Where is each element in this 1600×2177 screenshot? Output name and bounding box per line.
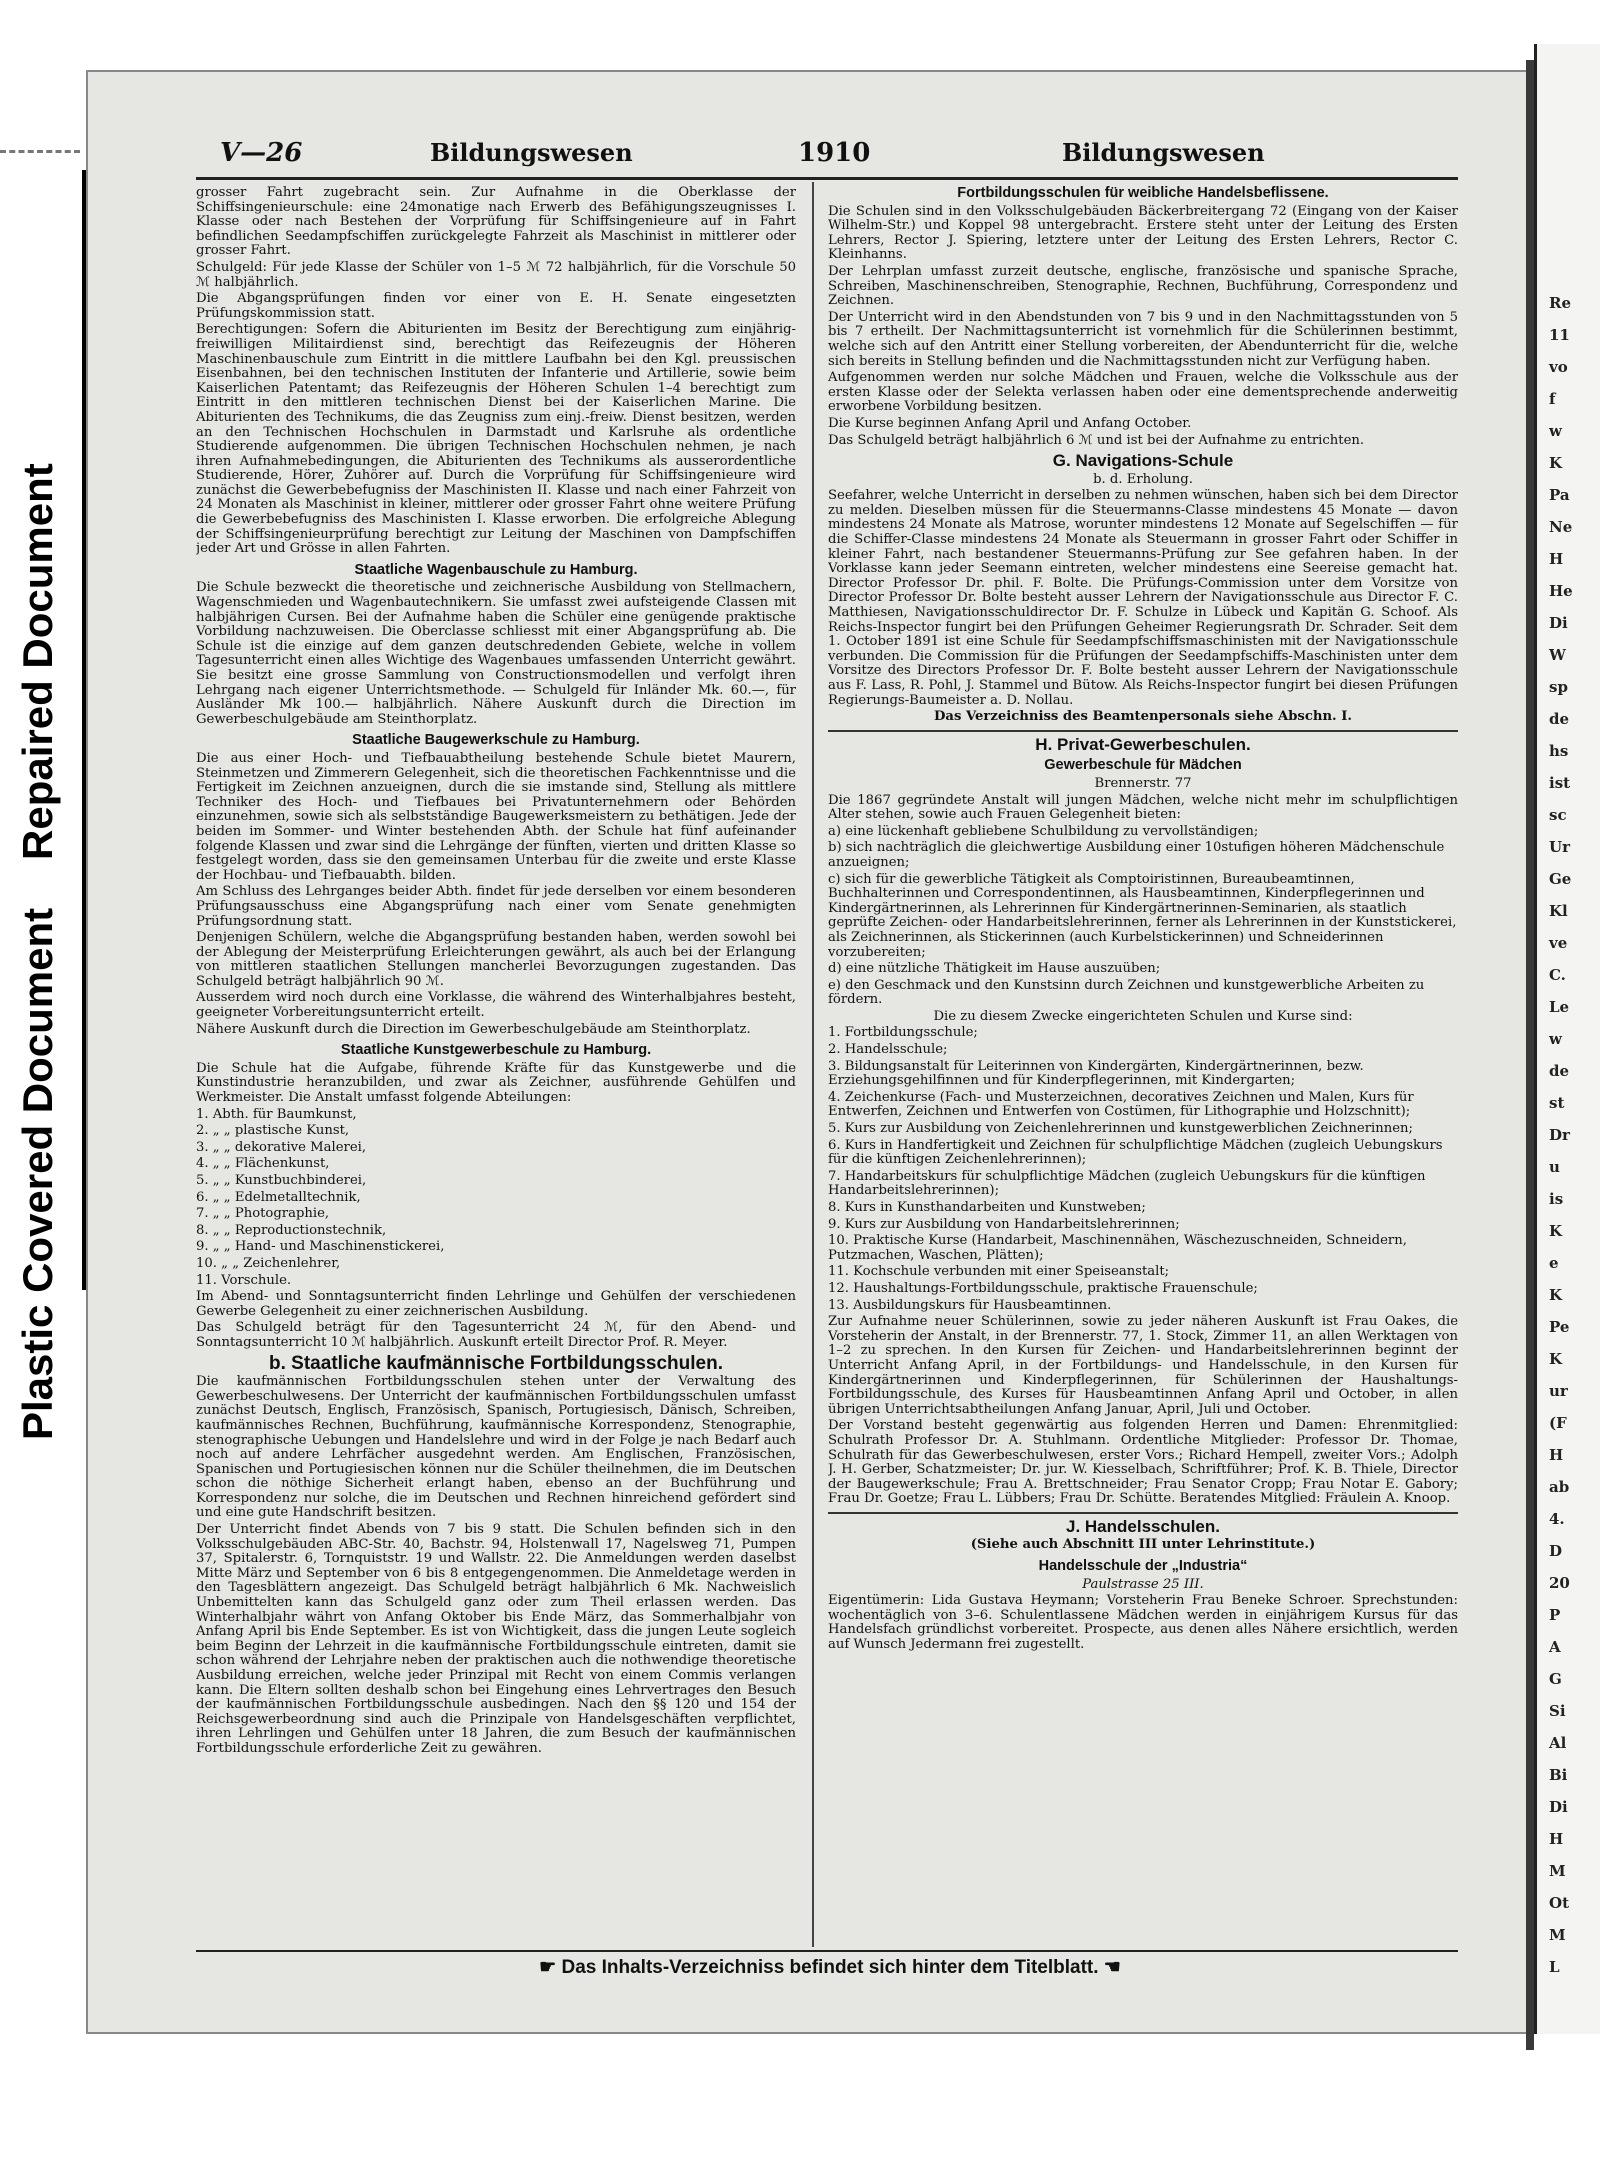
page-header (220, 138, 1480, 172)
adjacent-page-fragment: Dr (1549, 1126, 1570, 1144)
adjacent-page-fragment: Bi (1549, 1766, 1568, 1784)
adjacent-page-fragment: st (1549, 1094, 1565, 1112)
adjacent-page-fragment: M (1549, 1862, 1566, 1880)
adjacent-page-fragment: ab (1549, 1478, 1570, 1496)
adjacent-page-fragment: de (1549, 710, 1570, 728)
adjacent-page-fragment: Al (1549, 1734, 1567, 1752)
adjacent-page-fragment: A (1549, 1638, 1561, 1656)
footer-text: Das Inhalts-Verzeichniss befindet sich hinter dem Titelblatt. (561, 1957, 1099, 1978)
adjacent-page-fragment: K (1549, 1222, 1563, 1240)
adjacent-page-strip (1534, 44, 1600, 2034)
adjacent-page-fragment: ist (1549, 774, 1571, 792)
list-item: 11. Kochschule verbunden mit einer Speiseanstalt; (828, 1264, 1170, 1280)
paragraph: Das Schulgeld beträgt halbjährlich 6 ℳ und ist bei der Aufnahme zu entrichten. (828, 432, 1365, 448)
list-item: 5. Kurs zur Ausbildung von Zeichenlehrerinnen und kunstgewerblichen Zeichnerinnen; (828, 1121, 1413, 1137)
column-divider (812, 182, 814, 1947)
header-left-title: Bildungswesen (430, 138, 633, 167)
subsection-heading: Gewerbeschule für Mädchen (1044, 757, 1242, 774)
adjacent-page-fragment: 11 (1549, 326, 1570, 344)
courses-list (828, 1026, 1458, 1313)
side-label-strip (0, 170, 86, 1440)
pointing-hand-icon: ☛ (539, 1957, 562, 1978)
adjacent-page-fragment: W (1549, 646, 1566, 664)
section-heading: J. Handelsschulen. (1066, 1516, 1220, 1536)
list-item: c) sich für die gewerbliche Tätigkeit als Comptoiristinnen, Bureaubeamtinnen, Buchhalterinnen und Correspondentinnen, als Hausbeamtinnen, Kinderpflegerinnen und Kindergärtnerinnen, als Lehrerinnen für Kindergärtnerinnen-Seminarien, als staatlich geprüfte Zeichen- oder Handarbeitslehrerinnen, ferner als Lehrerinnen in der Kunststickerei, als Zeichnerinnen, als Stickerinnen (auch Kurbelstickerinnen) und Schneiderinnen vorzubereiten; (828, 871, 1457, 960)
header-right-title: Bildungswesen (1062, 138, 1265, 167)
adjacent-page-fragment: H (1549, 1446, 1564, 1464)
adjacent-page-fragment: K (1549, 1286, 1563, 1304)
list-item: 2. „ „ plastische Kunst, (196, 1123, 350, 1139)
list-item: 1. Abth. für Baumkunst, (196, 1106, 357, 1122)
right-column (828, 186, 1458, 1946)
reference-note: Das Verzeichniss des Beamtenpersonals siehe Abschn. I. (934, 709, 1352, 725)
adjacent-page-fragment: w (1549, 1030, 1562, 1048)
paragraph: Der Vorstand besteht gegenwärtig aus folgenden Herren und Damen: Ehrenmitglied: Schulrath Professor Dr. A. Stuhlmann. Ordentliche Mitglieder: Professor Dr. Thomae, Schulrath für das Gewerbeschulwesen, erster Vors.; Richard Hempell, zweiter Vors.; Adolph J. H. Gerber, Schatzmeister; Dr. jur. W. Kiesselbach, Schriftführer; Prof. K. B. Thiele, Director der Baugewerkschule; Frau A. Brettschneider; Frau Senator Cropp; Frau Notar E. Gabory; Frau Dr. Goetze; Frau L. Lübbers; Frau Dr. Schütte. Beratendes Mitglied: Fräulein A. Knoop. (828, 1418, 1458, 1507)
adjacent-page-fragment: w (1549, 422, 1562, 440)
section-heading: G. Navigations-Schule (1052, 451, 1234, 471)
reference-note: (Siehe auch Abschnitt III unter Lehrinstitute.) (970, 1537, 1316, 1553)
list-item: 6. Kurs in Handfertigkeit und Zeichnen für schulpflichtige Mädchen (zugleich Uebungskurs für die künftigen Zeichenlehrerinnen); (828, 1137, 1443, 1168)
pointing-hand-icon: ☚ (1098, 1957, 1121, 1978)
plastic-covered-document-label: Plastic Covered Document (14, 907, 61, 1440)
list-item: 10. „ „ Zeichenlehrer, (196, 1255, 341, 1271)
department-list (196, 1108, 796, 1289)
paragraph: Die Schule hat die Aufgabe, führende Kräfte für das Kunstgewerbe und die Kunstindustrie heranzubilden, und zwar als Zeichner, ausführende Gehülfen und Werkmeister. Die Anstalt umfasst folgende Abteilungen: (196, 1060, 796, 1106)
list-item: 1. Fortbildungsschule; (828, 1025, 978, 1041)
list-item: 12. Haushaltungs-Fortbildungsschule, praktische Frauenschule; (828, 1280, 1258, 1296)
adjacent-page-fragment: Si (1549, 1702, 1566, 1720)
list-item: e) den Geschmack und den Kunstsinn durch Zeichnen und kunstgewerbliche Arbeiten zu fördern. (828, 977, 1425, 1008)
adjacent-page-fragment: sc (1549, 806, 1567, 824)
footer-note (380, 1956, 1280, 1979)
paragraph: Die Schulen sind in den Volksschulgebäuden Bäckerbreitergang 72 (Eingang von der Kaiser Wilhelm-Str.) und Koppel 98 untergebracht. Erstere steht unter der Leitung des Ersten Lehrers, Rector J. Spiering, letztere unter der Leitung des Ersten Lehrers, Rector C. Kleinhanns. (828, 203, 1458, 263)
paragraph: Das Schulgeld beträgt für den Tagesunterricht 24 ℳ, für den Abend- und Sonntagsunterricht 10 ℳ halbjährlich. Auskunft erteilt Director Prof. R. Meyer. (196, 1320, 796, 1350)
paragraph: Die aus einer Hoch- und Tiefbauabtheilung bestehende Schule bietet Maurern, Steinmetzen und Zimmerern Gelegenheit, sich die theoretischen Fachkenntnisse und die Fertigkeit im Zeichnen anzueignen, durch die sie imstande sind, Stellung als mittlere Techniker des Hoch- und Tiefbaues bei Privatunternehmern oder Behörden einzunehmen, sowie sich als selbstständige Baugewerksmeistern zu bethätigen. Jede der beiden im Sommer- und Winter bestehenden Abth. der Schule hat fünf aufeinander folgende Klassen und zwar sind die Lehrgänge der fünften, vierten und dritten Klasse so festgelegt worden, dass sie den gemeinsamen Unterbau für die zweite und erste Klasse der Hochbau- und Tiefbauabth. bilden. (196, 750, 796, 883)
adjacent-page-fragment: Di (1549, 614, 1568, 632)
address: Brennerstr. 77 (1094, 775, 1192, 791)
list-item: 3. „ „ dekorative Malerei, (196, 1139, 367, 1155)
adjacent-page-fragment: 20 (1549, 1574, 1570, 1592)
adjacent-page-fragment: L (1549, 1958, 1560, 1976)
paragraph: Berechtigungen: Sofern die Abiturienten im Besitz der Berechtigung zum einjährig-freiwilligen Militairdienst sind, berechtigt das Reifezeugnis der Höheren Maschinenbauschule zum Eintritt in die mittlere Laufbahn bei den Kgl. preussischen Eisenbahnen, bei den technischen Instituten der Infanterie und Artillerie, sowie beim Kaiserlichen Patentamt; das Reifezeugnis der Höheren Schulen 1–4 berechtigt zum Eintritt in den mittleren technischen Dienst bei der Kaiserlichen Marine. Die Abiturienten des Technikums, die das Zeugniss zum einj.-freiw. Dienst besitzen, werden an den Technischen Hochschulen in Darmstadt und Karlsruhe als ordentliche Studierende aufgenommen. Die übrigen Technischen Hochschulen nehmen, je nach ihren Aufnahmebedingungen, die Abiturienten des Technikums als ausserordentliche Studierende, Hörer, Zuhörer auf. Durch die Vorprüfung für Schiffsingenieure wird zunächst die Gewerbebefugniss der Maschinisten II. Klasse und nach einer Fahrzeit von 24 Monaten als Maschinist in kleiner, mittlerer oder grosser Fahrt ohne weitere Prüfung die Gewerbebefugniss des Maschinisten I. Klasse erworben. Die erfolgreiche Ablegung der Schiffsingenieurprüfung berechtigt zur Leitung der Maschinen von Dampfschiffen jeder Art und Grösse in allen Fahrten. (196, 322, 796, 557)
list-item: b) sich nachträglich die gleichwertige Ausbildung einer 10stufigen höheren Mädchenschule anzueignen; (828, 840, 1445, 870)
adjacent-page-fragment: ur (1549, 1382, 1568, 1400)
list-item: 4. „ „ Flächenkunst, (196, 1156, 330, 1172)
adjacent-page-fragment: K (1549, 1350, 1563, 1368)
adjacent-page-fragment: f (1549, 390, 1556, 408)
adjacent-page-fragment: 4. (1549, 1510, 1565, 1528)
adjacent-page-fragment: u (1549, 1158, 1560, 1176)
cut-line (0, 150, 80, 153)
adjacent-page-fragment: M (1549, 1926, 1566, 1944)
adjacent-page-fragment: vo (1549, 358, 1568, 376)
section-heading: Fortbildungsschulen für weibliche Handelsbeflissene. (957, 186, 1329, 201)
paragraph: Eigentümerin: Lida Gustava Heymann; Vorsteherin Frau Beneke Schroer. Sprechstunden: wochentäglich von 3–6. Schulentlassene Mädchen werden in einjährigem Kursus für das Handelsfach gründlichst vorbereitet. Prospecte, aus denen alles Nähere ersichtlich, werden auf Wunsch Jedermann frei zugestellt. (828, 1593, 1458, 1653)
list-item: a) eine lückenhaft gebliebene Schulbildung zu vervollständigen; (828, 823, 1259, 839)
paragraph: Am Schluss des Lehrganges beider Abth. findet für jede derselben vor einem besonderen Prüfungsausschuss eine Abgangsprüfung nach einer vom Senate genehmigten Prüfungsordnung statt. (196, 884, 796, 929)
list-item: 10. Praktische Kurse (Handarbeit, Maschinennähen, Wäschezuschneiden, Schneidern, Putzmachen, Waschen, Plätten); (828, 1233, 1407, 1263)
adjacent-page-fragment: Re (1549, 294, 1572, 312)
adjacent-page-fragment: D (1549, 1542, 1563, 1560)
section-rule (828, 730, 1458, 732)
list-item: 11. Vorschule. (196, 1272, 292, 1288)
list-item: 2. Handelsschule; (828, 1042, 948, 1058)
adjacent-page-fragment: (F (1549, 1414, 1567, 1432)
adjacent-page-fragment: e (1549, 1254, 1559, 1272)
section-heading: H. Privat-Gewerbeschulen. (1035, 734, 1251, 754)
address: b. d. Erholung. (1093, 471, 1193, 487)
list-item: 7. „ „ Photographie, (196, 1206, 330, 1222)
adjacent-page-fragment: H (1549, 550, 1564, 568)
address: Paulstrasse 25 III. (1082, 1576, 1204, 1592)
aims-list (828, 825, 1458, 1008)
adjacent-page-fragment: hs (1549, 742, 1569, 760)
list-item: 9. „ „ Hand- und Maschinenstickerei, (196, 1239, 445, 1255)
adjacent-page-fragment: H (1549, 1830, 1564, 1848)
paragraph: Denjenigen Schülern, welche die Abgangsprüfung bestanden haben, werden sowohl bei der Ablegung der Meisterprüfung Erleichterungen gewährt, als auch bei der Erlangung von mittleren staatlichen Stellungen mancherlei Bevorzugungen zugestanden. Das Schulgeld beträgt halbjährlich 90 ℳ. (196, 930, 796, 989)
adjacent-page-fragment: Di (1549, 1798, 1568, 1816)
paragraph: Die zu diesem Zwecke eingerichteten Schulen und Kurse sind: (933, 1008, 1353, 1024)
list-item: 4. Zeichenkurse (Fach- und Musterzeichnen, decoratives Zeichnen und Malen, Kurs für Entwerfen, Zeichnen und Entwerfen von Costümen, für Lithographie und Holzschnitt); (828, 1089, 1414, 1120)
subsection-heading: Handelsschule der „Industria“ (1038, 1558, 1248, 1575)
adjacent-page-fragment: C. (1549, 966, 1566, 984)
section-heading: Staatliche Kunstgewerbeschule zu Hamburg. (340, 1042, 652, 1059)
adjacent-page-fragment: Ur (1549, 838, 1570, 856)
paragraph: Die 1867 gegründete Anstalt will jungen Mädchen, welche nicht mehr im schulpflichtigen Alter stehen, sowie auch Frauen Gelegenheit bieten: (828, 792, 1458, 823)
header-year: 1910 (798, 138, 871, 168)
adjacent-page-fragment: Pa (1549, 486, 1570, 504)
paragraph: Die Kurse beginnen Anfang April und Anfang October. (828, 415, 1192, 431)
paragraph: Zur Aufnahme neuer Schülerinnen, sowie zu jeder näheren Auskunft ist Frau Oakes, die Vorsteherin der Anstalt, in der Brennerstr. 77, 1. Stock, Zimmer 11, an allen Werktagen von 1–2 zu sprechen. In den Kursen für Zeichen- und Handarbeitslehrerinnen beginnt der Unterricht Anfang April, in der Fortbildungs- und Handelsschule, in den Kursen für Kindergärtnerinnen und Kinderpflegerinnen, für Schülerinnen der Haushaltungs-Fortbildungsschule, des Kurses für Hausbeamtinnen Anfang April und October, in allen übrigen Unterrichtsabtheilungen Anfang Januar, April, Juli und October. (828, 1314, 1458, 1417)
paragraph: Die Schule bezweckt die theoretische und zeichnerische Ausbildung von Stellmachern, Wagenschmieden und Wagenbautechnikern. Sie umfasst zwei aufsteigende Classen mit halbjährigen Cursen. Bei der Aufnahme haben die Schüler eine genügende praktische Vorbildung nachzuweisen. Die Oberclasse schliesst mit einer Abgangsprüfung ab. Die Schule ist die einzige auf dem ganzen deutschredenden Gebiete, welche in vollem Tagesunterricht einen alles Wichtige des Wagenbaues umfassenden Unterricht gewährt. Sie besitzt eine grosse Sammlung von Constructionsmodellen und verfolgt ihren Lehrgang nach eigener Unterrichtsmethode. — Schulgeld für Inländer Mk. 60.—, für Ausländer Mk 100.— halbjährlich. Nähere Auskunft durch die Direction im Gewerbeschulgebäude am Steinthorplatz. (196, 580, 796, 727)
left-column (196, 186, 796, 1940)
adjacent-page-fragment: Ot (1549, 1894, 1569, 1912)
paragraph: Die Abgangsprüfungen finden vor einer von E. H. Senate eingesetzten Prüfungskommission statt. (196, 291, 796, 321)
adjacent-page-fragment: de (1549, 1062, 1570, 1080)
adjacent-page-fragment: G (1549, 1670, 1562, 1688)
paragraph: Schulgeld: Für jede Klasse der Schüler von 1–5 ℳ 72 halbjährlich, für die Vorschule 50 ℳ halbjährlich. (196, 259, 796, 290)
section-rule (828, 1512, 1458, 1514)
paragraph: Die kaufmännischen Fortbildungsschulen stehen unter der Verwaltung des Gewerbeschulwesens. Der Unterricht der kaufmännischen Fortbildungsschulen umfasst zunächst Deutsch, Englisch, Französisch, Spanisch, Portugiesisch, Dänisch, Schreiben, kaufmännisches Rechnen, Buchführung, kaufmännische Korrespondenz, Stenographie, stenographische Uebungen und Handelslehre und wird in der Folge je nach Bedarf auch noch auf andere Lehrfächer ausgedehnt werden. Am Englischen, Französischen, Spanischen und Portugiesischen können nur die Schüler theilnehmen, die im Deutschen schon die nöthige Sicherheit erlangt haben, ebenso an der Buchführung und Korrespondenz nur solche, die im Deutschen und Rechnen hinreichend gefördert sind und eine gute Handschrift besitzen. (196, 1374, 796, 1521)
paragraph: grosser Fahrt zugebracht sein. Zur Aufnahme in die Oberklasse der Schiffsingenieurschule: eine 24monatige nach Erwerb des Befähigungszeugnisses I. Klasse oder nach Bestehen der Vorprüfung für Schiffsingenieure auf in Fahrt befindlichen Seedampfschiffen zurückgelegte Fahrzeit als Maschinist in mittlerer oder grosser Fahrt. (196, 186, 796, 259)
footer-rule (196, 1950, 1458, 1952)
section-heading: Staatliche Wagenbauschule zu Hamburg. (354, 561, 638, 578)
section-heading: Staatliche Baugewerkschule zu Hamburg. (352, 732, 640, 749)
section-heading: b. Staatliche kaufmännische Fortbildungsschulen. (269, 1352, 723, 1374)
adjacent-page-fragment: P (1549, 1606, 1561, 1624)
adjacent-page-fragment: ve (1549, 934, 1568, 952)
adjacent-page-fragment: is (1549, 1190, 1564, 1208)
list-item: 8. „ „ Reproductionstechnik, (196, 1222, 387, 1238)
repaired-document-label: Repaired Document (14, 463, 61, 860)
paragraph: Der Lehrplan umfasst zurzeit deutsche, englische, französische und spanische Sprache, Schreiben, Maschinenschreiben, Stenographie, Rechnen, Buchführung, Correspondenz und Zeichnen. (828, 263, 1458, 309)
adjacent-page-fragment: Le (1549, 998, 1570, 1016)
paragraph: Im Abend- und Sonntagsunterricht finden Lehrlinge und Gehülfen der verschiedenen Gewerbe Gelegenheit zu einer zeichnerischen Ausbildung. (196, 1289, 796, 1319)
paragraph: Nähere Auskunft durch die Direction im Gewerbeschulgebäude am Steinthorplatz. (196, 1021, 751, 1037)
adjacent-page-fragment: K (1549, 454, 1563, 472)
list-item: 3. Bildungsanstalt für Leiterinnen von Kindergärten, Kindergärtnerinnen, bezw. Erziehungsgehilfinnen und für Kinderpflegerinnen, mit Kindergarten; (828, 1058, 1364, 1089)
paragraph: Der Unterricht wird in den Abendstunden von 7 bis 9 und in den Nachmittagsstunden von 5 bis 7 ertheilt. Der Nachmittagsunterricht ist vornehmlich für die Schülerinnen bestimmt, welche sich auf den Antritt einer Stellung vorbereiten, der Abendunterricht für die, welche sich bereits in Stellung befinden und die Nachmittagsstunden nicht zur Verfügung haben. (828, 309, 1458, 369)
adjacent-page-fragment: Pe (1549, 1318, 1570, 1336)
list-item: 13. Ausbildungskurs für Hausbeamtinnen. (828, 1297, 1112, 1313)
paragraph: Der Unterricht findet Abends von 7 bis 9 statt. Die Schulen befinden sich in den Volksschulgebäuden ABC-Str. 40, Bachstr. 94, Holstenwall 17, Nagelsweg 71, Pumpen 37, Spitalerstr. 6, Tornquiststr. 19 und Wallstr. 22. Die Anmeldungen werden daselbst Mitte März und September von 6 bis 8 entgegengenommen. Die Anmeldetage werden in den Tagesblättern angezeigt. Das Schulgeld beträgt halbjährlich 6 Mk. Nachweislich Unbemittelten kann das Schulgeld ganz oder zum Theil erlassen werden. Das Winterhalbjahr währt von Anfang Oktober bis Ende März, das Sommerhalbjahr von Anfang April bis Ende September. Es ist von Wichtigkeit, dass die jungen Leute sogleich beim Beginn der Lehrzeit in die kaufmännische Fortbildungsschule eintreten, damit sie schon während der Lehrjahre neben der praktischen auch die nothwendige theoretische Ausbildung erreichen, welche jeder Prinzipal mit Recht von einem Commis verlangen kann. Die Eltern sollten deshalb schon bei Eingehung eines Lehrvertrages den Besuch der kaufmännischen Fortbildungsschule ausbedingen. Nach den §§ 120 und 154 der Reichsgewerbeordnung sind auch die Prinzipale von Handelsgeschäften verpflichtet, ihren Lehrlingen und Gehülfen unter 18 Jahren, die zum Besuch der kaufmännischen Fortbildungsschule erforderliche Zeit zu gewähren. (196, 1522, 796, 1756)
list-item: 9. Kurs zur Ausbildung von Handarbeitslehrerinnen; (828, 1216, 1180, 1232)
adjacent-page-fragment: He (1549, 582, 1573, 600)
paragraph: Ausserdem wird noch durch eine Vorklasse, die während des Winterhalbjahres besteht, geeigneter Vorbereitungsunterricht erteilt. (196, 990, 796, 1021)
list-item: 6. „ „ Edelmetalltechnik, (196, 1189, 361, 1205)
paragraph: Aufgenommen werden nur solche Mädchen und Frauen, welche die Volksschule aus der ersten Klasse oder der Selekta verlassen haben oder eine dementsprechende anderweitig erworbene Vorbildung besitzen. (828, 370, 1458, 415)
adjacent-page-fragment: sp (1549, 678, 1568, 696)
page-binding-edge (1526, 60, 1534, 2050)
list-item: d) eine nützliche Thätigkeit im Hause auszuüben; (828, 961, 1161, 977)
header-rule (196, 177, 1458, 180)
list-item: 5. „ „ Kunstbuchbinderei, (196, 1173, 367, 1188)
page-number: V—26 (220, 138, 303, 168)
adjacent-page-fragment: Ne (1549, 518, 1573, 536)
list-item: 8. Kurs in Kunsthandarbeiten und Kunstweben; (828, 1200, 1146, 1215)
adjacent-page-fragment: Kl (1549, 902, 1568, 920)
list-item: 7. Handarbeitskurs für schulpflichtige Mädchen (zugleich Uebungskurs für die künftigen Handarbeitslehrerinnen); (828, 1168, 1426, 1199)
paragraph: Seefahrer, welche Unterricht in derselben zu nehmen wünschen, haben sich bei dem Director zu melden. Dieselben müssen für die Steuermanns-Classe mindestens 45 Monate — davon mindestens 24 Monate als Matrose, worunter mindestens 12 Monate auf Segelschiffen — für die Schiffer-Classe mindestens 24 Monate als Steuermann in grosser Fahrt oder Schiffer in kleiner Fahrt, nach bestandener Steuermanns-Prüfung zur See gefahren haben. In der Vorklasse kann jeder Seemann eintreten, welcher mindestens eine Seereise gemacht hat. Director Professor Dr. phil. F. Bolte. Die Prüfungs-Commission unter dem Vorsitze von Director Professor Dr. Bolte besteht ausser Lehrern der Navigationsschule aus Director F. C. Matthiesen, Navigationsschuldirector Dr. F. Schulze in Lübeck und Kapitän G. Schoof. Als Reichs-Inspector fungirt bei den Prüfungen Geheimer Regierungsrath Dr. Schrader. Seit dem 1. October 1891 ist eine Schule für Seedampfschiffsmaschinisten mit der Navigationsschule verbunden. Die Commission für die Prüfungen der Seedampfschiffs-Maschinisten unter dem Vorsitze des Directors Professor Dr. F. Bolte besteht ausser Lehrern der Navigationsschule aus F. Lass, R. Pohl, J. Stammel und Bütow. Als Reichs-Inspector fungirt bei diesen Prüfungen Regierungs-Baumeister a. D. Nollau. (828, 488, 1458, 708)
adjacent-page-fragment: Ge (1549, 870, 1572, 888)
